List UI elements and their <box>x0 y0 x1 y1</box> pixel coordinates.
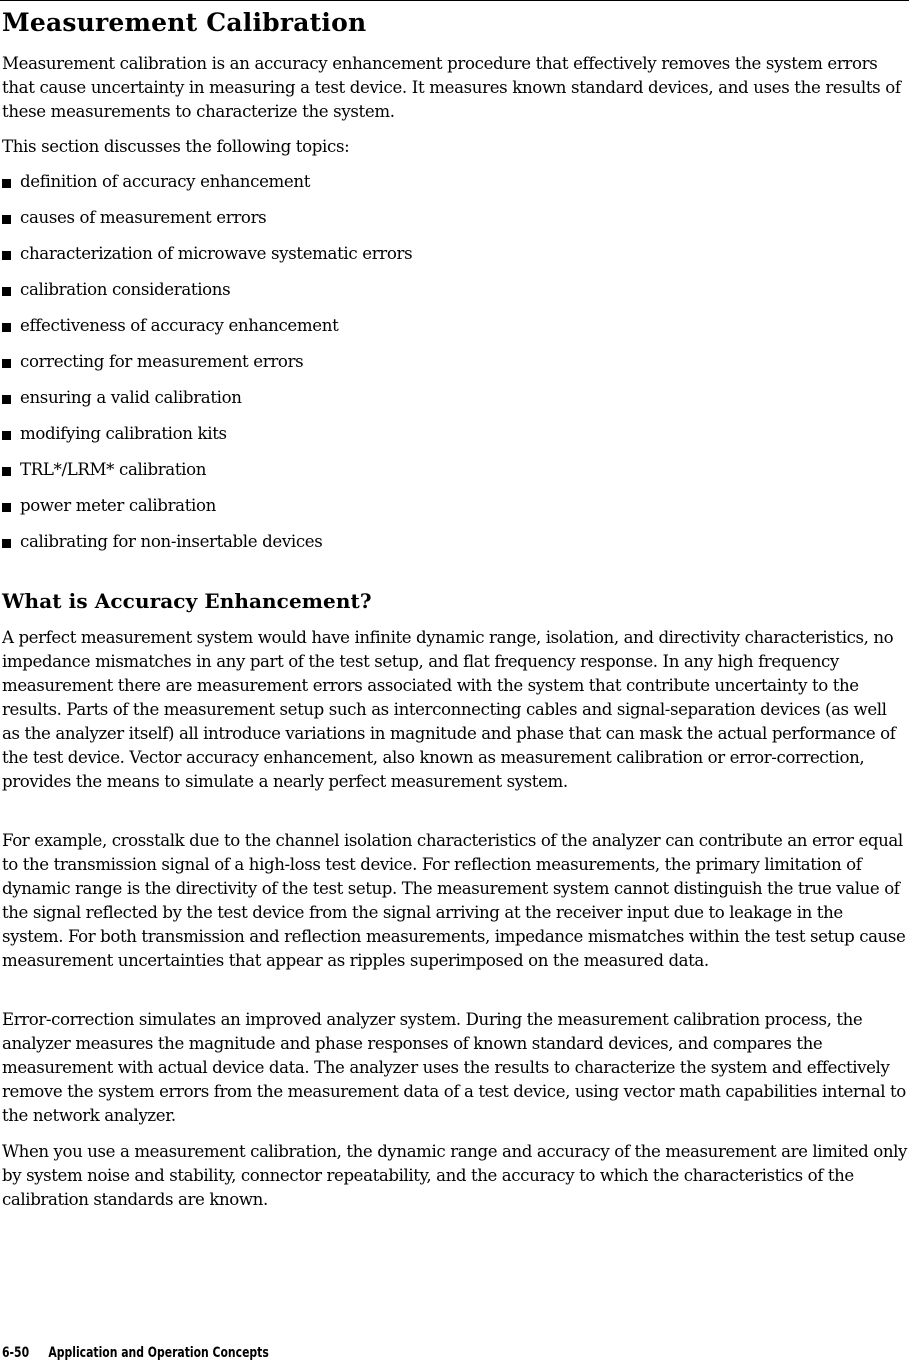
page-footer <box>2 1343 269 1363</box>
bullet-icon <box>2 539 11 548</box>
bullet-icon <box>2 251 11 260</box>
topic-label: characterization of microwave systematic errors <box>20 244 413 263</box>
bullet-icon <box>2 503 11 512</box>
topic-label: definition of accuracy enhancement <box>20 172 311 191</box>
bullet-icon <box>2 323 11 332</box>
footer-section-title: Application and Operation Concepts <box>48 1345 269 1361</box>
bullet-icon <box>2 179 11 188</box>
topic-item <box>0 494 412 530</box>
topic-label: correcting for measurement errors <box>20 352 304 371</box>
topic-label: effectiveness of accuracy enhancement <box>20 316 339 335</box>
topic-item <box>0 170 412 206</box>
topic-label: calibration considerations <box>20 280 231 299</box>
bullet-icon <box>2 215 11 224</box>
bullet-icon <box>2 431 11 440</box>
topic-item <box>0 458 412 494</box>
topic-item <box>0 350 412 386</box>
topic-label: ensuring a valid calibration <box>20 388 242 407</box>
body-paragraph: For example, crosstalk due to the channel isolation characteristics of the analyzer can contribute an error equal to the transmission signal of a high-loss test device. For reflection measurements, the primary limitation of dynamic range is the directivity of the test setup. The measurement system cannot distinguish the true value of the signal reflected by the test device from the signal arriving at the receiver input due to leakage in the system. For both transmission and reflection measurements, impedance mismatches within the test setup cause measurement uncertainties that appear as ripples superimposed on the measured data. <box>2 831 906 970</box>
topic-item <box>0 278 412 314</box>
topics-lead: This section discusses the following topics: <box>2 137 350 156</box>
body-paragraph: When you use a measurement calibration, the dynamic range and accuracy of the measurement are limited only by system noise and stability, connector repeatability, and the accuracy to which the characteristics of the calibration standards are known. <box>2 1142 908 1209</box>
topic-label: power meter calibration <box>20 496 216 515</box>
top-rule <box>0 0 909 1</box>
topic-item <box>0 386 412 422</box>
body-paragraph: A perfect measurement system would have infinite dynamic range, isolation, and directivity characteristics, no impedance mismatches in any part of the test setup, and flat frequency response. In any high frequency measurement there are measurement errors associated with the system that contribute uncertainty to the results. Parts of the measurement setup such as interconnecting cables and signal-separation devices (as well as the analyzer itself) all introduce variations in magnitude and phase that can mask the actual performance of the test device. Vector accuracy enhancement, also known as measurement calibration or error-correction, provides the means to simulate a nearly perfect measurement system. <box>2 628 896 791</box>
topic-item <box>0 314 412 350</box>
topic-item <box>0 242 412 278</box>
topic-label: calibrating for non-insertable devices <box>20 532 323 551</box>
bullet-icon <box>2 359 11 368</box>
topic-item <box>0 206 412 242</box>
bullet-icon <box>2 395 11 404</box>
topic-item <box>0 422 412 458</box>
topic-label: causes of measurement errors <box>20 208 267 227</box>
bullet-icon <box>2 467 11 476</box>
topics-list <box>0 170 412 566</box>
section-heading: What is Accuracy Enhancement? <box>2 589 372 613</box>
page-title: Measurement Calibration <box>2 8 367 37</box>
page-number: 6-50 <box>2 1345 30 1361</box>
bullet-icon <box>2 287 11 296</box>
topic-label: TRL*/LRM* calibration <box>20 460 207 479</box>
intro-paragraph: Measurement calibration is an accuracy enhancement procedure that effectively removes the system errors that cause uncertainty in measuring a test device. It measures known standard devices, and uses the results of these measurements to characterize the system. <box>2 54 901 121</box>
body-paragraph: Error-correction simulates an improved analyzer system. During the measurement calibration process, the analyzer measures the magnitude and phase responses of known standard devices, and compares the measurement with actual device data. The analyzer uses the results to characterize the system and effectively remove the system errors from the measurement data of a test device, using vector math capabilities internal to the network analyzer. <box>2 1010 906 1125</box>
topic-item <box>0 530 412 566</box>
topic-label: modifying calibration kits <box>20 424 227 443</box>
